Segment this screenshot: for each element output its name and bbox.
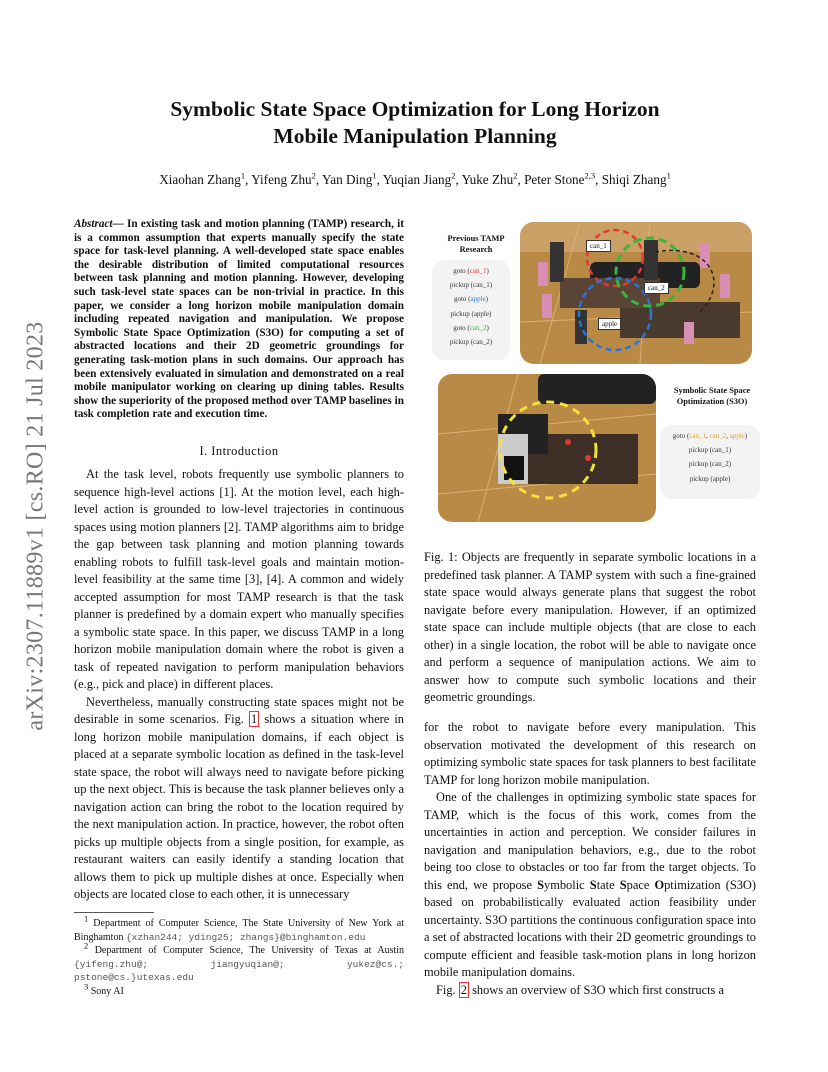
section-heading: I. Introduction	[199, 444, 279, 458]
title-line-2: Mobile Manipulation Planning	[273, 124, 557, 148]
author: Yuqian Jiang	[382, 172, 452, 187]
footnote-email: {yifeng.zhu@; jiangyuqian@; yukez@cs.; pstone@cs.}utexas.edu	[74, 958, 404, 983]
title-line-1: Symbolic State Space Optimization for Long Horizon	[170, 97, 660, 121]
footnote-text: Sony AI	[90, 985, 124, 997]
author-affiliation: 1	[240, 170, 246, 181]
scene-bottom-svg	[438, 374, 656, 522]
scene-label-can2: can_2	[644, 282, 669, 294]
footnotes	[74, 913, 405, 998]
scene-label-can1: can_1	[586, 240, 611, 252]
author: Yan Ding	[322, 172, 373, 187]
footnote-text: Department of Computer Science, The University of Texas at Austin	[94, 945, 404, 956]
figure-ref-link[interactable]: 1	[251, 712, 258, 726]
author: Xiaohan Zhang	[159, 172, 241, 187]
left-column-body	[74, 466, 404, 904]
abstract: Abstract— In existing task and motion planning (TAMP) research, it is a common assumption that experts manually specify the state space for task-level planning. A well-developed state space enables the desirable distribution of limited computational resources between task planning and motion planning. However, developing such task-level state spaces can be non-trivial in practice. In this paper, we consider a long horizon mobile manipulation domain including repeated navigation and manipulation. We propose Symbolic State Space Optimization (S3O) for computing a set of abstracted locations and their 2D geometric groundings for generating task-motion plans in such domains. Our approach has been extensively evaluated in simulation and demonstrated on a real mobile manipulator working on clearing up dining tables. Results show the superiority of the proposed method over TAMP baselines in task completion rate and execution time.	[74, 218, 405, 421]
scene-image-bottom	[438, 374, 656, 522]
paper-title	[100, 96, 730, 150]
footnote-text: Department of Computer Science, The State University of New York at Binghamton	[74, 918, 405, 943]
paragraph: Fig. 2 shows an overview of S3O which first constructs a	[436, 982, 724, 997]
arxiv-id: arXiv:2307.11889v1 [cs.RO] 21 Jul 2023	[22, 321, 49, 731]
plan-step: pickup (apple)	[689, 474, 731, 483]
footnote-2: $^2$ Department of Computer Science, The University of Texas at Austin {yifeng.zhu@; jiangyuqian@; yukez@cs.; pstone@cs.}utexas.edu	[74, 940, 404, 983]
author: Yuke Zhu	[461, 172, 514, 187]
scene-image-top	[520, 222, 752, 364]
plan-step: pickup (can_1)	[688, 446, 732, 455]
footnote-email: {xzhan244; yding25; zhangs}@binghamton.edu	[125, 931, 366, 943]
plan-step: goto (can_2)	[453, 323, 489, 332]
plan-step: goto (can_1)	[453, 267, 489, 275]
author: Peter Stone	[524, 172, 585, 187]
plan-bubble-bottom	[660, 425, 760, 499]
fig-label-s3o: Symbolic State Space Optimization (S3O)	[673, 386, 751, 406]
right-column-body	[424, 719, 756, 999]
author-affiliation: 2	[451, 170, 456, 181]
paragraph: One of the challenges in optimizing symbolic state spaces for TAMP, which is the focus of this work, comes from the uncertainties in action and perception. We consider failures in navigation and manipulation behaviors, e.g., due to the robot being too close to obstacles or too far from the target objects. To this end, we propose Symbolic State Space Optimization (S3O) based on probabilistically evaluated action feasibility under uncertainty. S3O partitions the continuous configuration space into a set of abstracted locations with their 2D geometric groundings to compute efficient and feasible task-motion plans in long horizon mobile manipulation domains.	[424, 790, 756, 979]
figure-caption: Fig. 1: Objects are frequently in separate symbolic locations in a predefined task planner. A TAMP system with such a fine-grained state space would always generate plans that suggest the robot navigate before every manipulation. However, if an optimized state space can include multiple objects (that are close to each other) in a single location, the robot will be able to navigate once and perform a sequence of manipulation actions. We aim to answer how to compute such symbolic locations and their geometric groundings.	[424, 550, 756, 704]
scene-label-apple: apple	[598, 318, 621, 330]
paragraph-text: shows a situation where in long horizon mobile manipulation domains, if each object is placed at a separate symbolic location as defined in the task-level state space, the robot will always need to navigate before picking up the next object. This is because the task planner believes only a navigation action can bring the robot to the location required by the next manipulation action. In practice, however, the robot often picks up multiple objects from a single position, for example, as restaurant waiters can easily identify a standing location that allows them to pick up multiple dishes at once. Especially when objects are located close to each other, it is unnecessary	[74, 712, 404, 901]
plan-arg: can_2	[709, 432, 727, 440]
fig-label-previous-tamp: Previous TAMP Research	[447, 234, 505, 254]
plan-step: pickup (can_2)	[449, 338, 493, 347]
plan-step: goto (apple)	[453, 295, 489, 304]
author: Yifeng Zhu	[251, 172, 312, 187]
plan-arg: can_1	[689, 432, 706, 440]
author-affiliation: 2,3	[584, 170, 596, 181]
footnote-1: $^1$ Department of Computer Science, The State University of New York at Binghamton {xzhan244; yding25; zhangs}@binghamton.edu	[74, 913, 405, 943]
plan-step: pickup (apple)	[450, 309, 492, 318]
paragraph	[74, 694, 404, 904]
abstract-text: In existing task and motion planning (TAMP) research, it is a common assumption that experts manually specify the state space for task-level planning. A well-developed state space enables the desirable distribution of limited computational resources between task planning and motion planning. However, developing such task-level state spaces can be non-trivial in practice. In this paper, we consider a long horizon mobile manipulation domain including repeated navigation and manipulation. We propose Symbolic State Space Optimization (S3O) for computing a set of abstracted locations and their 2D geometric groundings for generating task-motion plans in such domains. Our approach has been extensively evaluated in simulation and demonstrated on a real mobile manipulator working on clearing up dining tables. Results show the superiority of the proposed method over TAMP baselines in task completion rate and execution time.	[74, 218, 405, 421]
plan-step: pickup (can_2)	[688, 460, 732, 469]
author-affiliation: 2	[311, 170, 316, 181]
footnote-3: $^3$ Sony AI	[84, 981, 124, 997]
paragraph-text: One of the challenges in optimizing symbolic state spaces for TAMP, which is the focus of this work, comes from the uncertainties in action and perception. We consider failures in navigation and manipulation behaviors, e.g., due to the robot being too close to obstacles or too far from the target objects. To this end, we propose	[424, 790, 756, 892]
author-affiliation: 1	[372, 170, 377, 181]
paragraph-text: (S3O) based on probabilistically evaluated action feasibility under uncertainty. S3O partitions the continuous configuration space into a set of abstracted locations with their 2D geometric groundings to compute efficient and feasible task-motion plans in long horizon mobile manipulation domains.	[424, 877, 756, 979]
author-affiliation: 1	[666, 170, 671, 181]
author-affiliation: 2	[513, 170, 518, 181]
figure-ref-link[interactable]: 2	[460, 982, 467, 997]
plan-step: goto (can_1, can_2, apple)	[672, 432, 748, 440]
author: Shiqi Zhang	[601, 172, 667, 187]
abstract-label: Abstract	[74, 218, 113, 230]
paragraph: for the robot to navigate before every manipulation. This observation motivated the development of this research on optimizing symbolic state spaces for task planners to best facilitate TAMP for long horizon mobile manipulation.	[424, 720, 756, 787]
paragraph-text: Nevertheless, manually constructing state spaces might not be desirable in some scenarios. Fig.	[74, 694, 404, 726]
plan-bubble-top	[432, 260, 510, 360]
paragraph: At the task level, robots frequently use symbolic planners to sequence high-level actions [1]. At the motion level, each high-level action is grounded to low-level trajectories in continuous spaces using motion planners [2]. TAMP algorithms aim to bridge the gap between task planning and motion planning towards enabling robots to fulfill task-level goals and maintain motion-level feasibility at the same time [3], [4]. A common and widely accepted assumption for most TAMP research is that the task planner is predefined by a domain expert who manually specifies a symbolic state space. In this paper, we discuss TAMP in a long horizon mobile manipulation domain where the robot is given a task of repeated navigation to perform manipulation behaviors (e.g., pick and place) in different places.	[74, 467, 404, 691]
author-list: Xiaohan Zhang$^1$, Yifeng Zhu$^2$, Yan Ding$^1$, Yuqian Jiang$^2$, Yuke Zhu$^2$, Peter Stone$^{2,3}$, Shiqi Zhang$^1$	[159, 170, 671, 187]
arxiv-sidebar	[16, 296, 56, 756]
scene-top-svg	[520, 222, 752, 364]
plan-arg: apple	[729, 432, 745, 440]
plan-step: pickup (can_1)	[449, 281, 493, 290]
